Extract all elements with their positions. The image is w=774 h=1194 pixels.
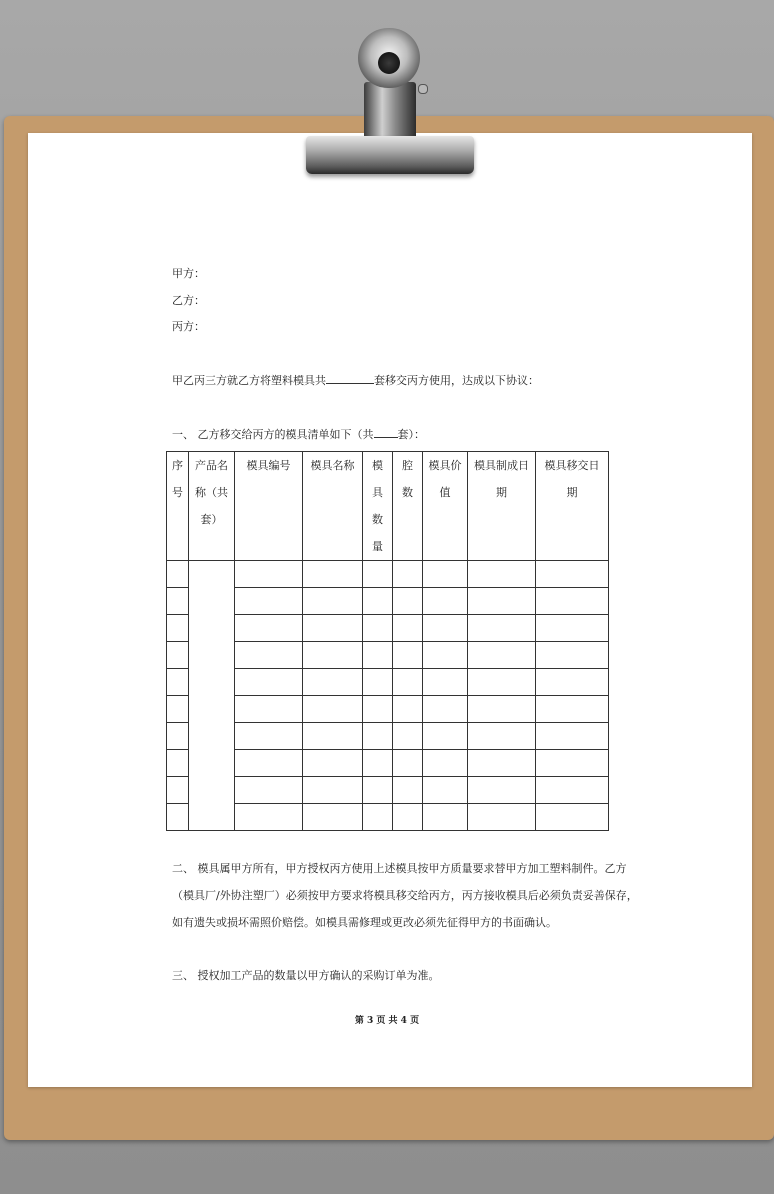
table-cell: [423, 561, 468, 588]
table-cell: [468, 669, 536, 696]
table-cell: [423, 696, 468, 723]
section-1-text-start: 一、 乙方移交给丙方的模具清单如下（共: [172, 428, 374, 441]
table-cell: [303, 642, 363, 669]
header-cell-made-date: 模具制成日期: [468, 452, 536, 561]
table-cell: [423, 642, 468, 669]
party-c-label: 丙方：: [172, 320, 205, 333]
table-cell: [303, 561, 363, 588]
table-cell: [363, 588, 393, 615]
table-cell: [393, 750, 423, 777]
table-cell: [468, 561, 536, 588]
table-cell: [167, 615, 189, 642]
table-cell: [536, 588, 609, 615]
table-cell: [303, 696, 363, 723]
intro-paragraph: [172, 372, 539, 388]
table-cell: [468, 723, 536, 750]
header-cell-mold-quantity: 模具数量: [363, 452, 393, 561]
table-cell: [235, 561, 303, 588]
intro-text-start: 甲乙丙三方就乙方将塑料模具共: [172, 374, 326, 387]
party-a-label: 甲方：: [172, 267, 205, 280]
header-cell-mold-name: 模具名称: [303, 452, 363, 561]
table-cell: [393, 804, 423, 831]
table-cell: [235, 669, 303, 696]
table-cell: [189, 561, 235, 831]
intro-text-end: 套移交丙方使用，达成以下协议：: [374, 374, 539, 387]
table-cell: [235, 696, 303, 723]
table-cell: [393, 723, 423, 750]
table-cell: [303, 777, 363, 804]
table-cell: [468, 588, 536, 615]
table-cell: [235, 642, 303, 669]
table-cell: [536, 750, 609, 777]
table-cell: [393, 588, 423, 615]
table-cell: [363, 561, 393, 588]
section-3-text: 三、 授权加工产品的数量以甲方确认的采购订单为准。: [172, 969, 440, 982]
table-cell: [536, 615, 609, 642]
table-cell: [393, 696, 423, 723]
table-cell: [536, 723, 609, 750]
table-cell: [167, 804, 189, 831]
table-cell: [235, 588, 303, 615]
table-cell: [167, 561, 189, 588]
table-cell: [303, 588, 363, 615]
table-cell: [423, 777, 468, 804]
section-2-line-2: （模具厂/外协注塑厂）必须按甲方要求将模具移交给丙方，丙方接收模具后必须负责妥善保存，: [172, 889, 638, 902]
party-b-label: 乙方：: [172, 294, 205, 307]
table-cell: [536, 804, 609, 831]
table-cell: [363, 777, 393, 804]
table-cell: [235, 804, 303, 831]
table-cell: [303, 615, 363, 642]
table-cell: [167, 669, 189, 696]
table-cell: [536, 696, 609, 723]
table-cell: [423, 804, 468, 831]
header-cell-transfer-date: 模具移交日期: [536, 452, 609, 561]
table-cell: [167, 642, 189, 669]
table-cell: [363, 615, 393, 642]
table-cell: [423, 750, 468, 777]
section-2-line-3: 如有遗失或损坏需照价赔偿。如模具需修理或更改必须先征得甲方的书面确认。: [172, 916, 557, 929]
table-cell: [363, 669, 393, 696]
table-cell: [393, 615, 423, 642]
table-cell: [393, 561, 423, 588]
set-count-blank: [374, 426, 398, 438]
table-cell: [393, 642, 423, 669]
page-footer: 第 3 页 共 4 页: [354, 1016, 420, 1026]
header-cell-cavity-count: 腔数: [393, 452, 423, 561]
table-cell: [423, 669, 468, 696]
table-cell: [423, 615, 468, 642]
table-cell: [423, 723, 468, 750]
table-cell: [468, 615, 536, 642]
table-cell: [303, 750, 363, 777]
table-cell: [167, 588, 189, 615]
table-cell: [363, 723, 393, 750]
table-cell: [363, 750, 393, 777]
table-cell: [303, 669, 363, 696]
table-row: [167, 561, 609, 588]
table-cell: [167, 777, 189, 804]
table-cell: [235, 615, 303, 642]
table-cell: [303, 804, 363, 831]
table-cell: [536, 669, 609, 696]
table-cell: [393, 669, 423, 696]
mold-count-blank: [326, 372, 374, 384]
table-cell: [423, 588, 468, 615]
table-cell: [363, 804, 393, 831]
table-cell: [363, 642, 393, 669]
section-1-text-end: 套）：: [397, 428, 425, 441]
table-cell: [235, 723, 303, 750]
table-cell: [167, 696, 189, 723]
table-cell: [536, 642, 609, 669]
section-1-heading: [172, 426, 425, 442]
table-cell: [167, 723, 189, 750]
header-cell-index: 序号: [167, 452, 189, 561]
table-cell: [363, 696, 393, 723]
table-cell: [468, 642, 536, 669]
table-cell: [303, 723, 363, 750]
header-cell-product: 产品名称（共套）: [189, 452, 235, 561]
header-cell-mold-value: 模具价值: [423, 452, 468, 561]
table-cell: [468, 804, 536, 831]
table-cell: [468, 696, 536, 723]
table-cell: [536, 561, 609, 588]
table-cell: [167, 750, 189, 777]
table-header-row: [167, 452, 609, 561]
table-cell: [468, 777, 536, 804]
header-cell-mold-number: 模具编号: [235, 452, 303, 561]
table-cell: [536, 777, 609, 804]
mold-list-table: [166, 451, 609, 831]
table-cell: [235, 777, 303, 804]
table-cell: [235, 750, 303, 777]
table-cell: [393, 777, 423, 804]
table-cell: [468, 750, 536, 777]
section-2-line-1: 二、 模具属甲方所有，甲方授权丙方使用上述模具按甲方质量要求替甲方加工塑料制件。乙方: [172, 862, 627, 875]
